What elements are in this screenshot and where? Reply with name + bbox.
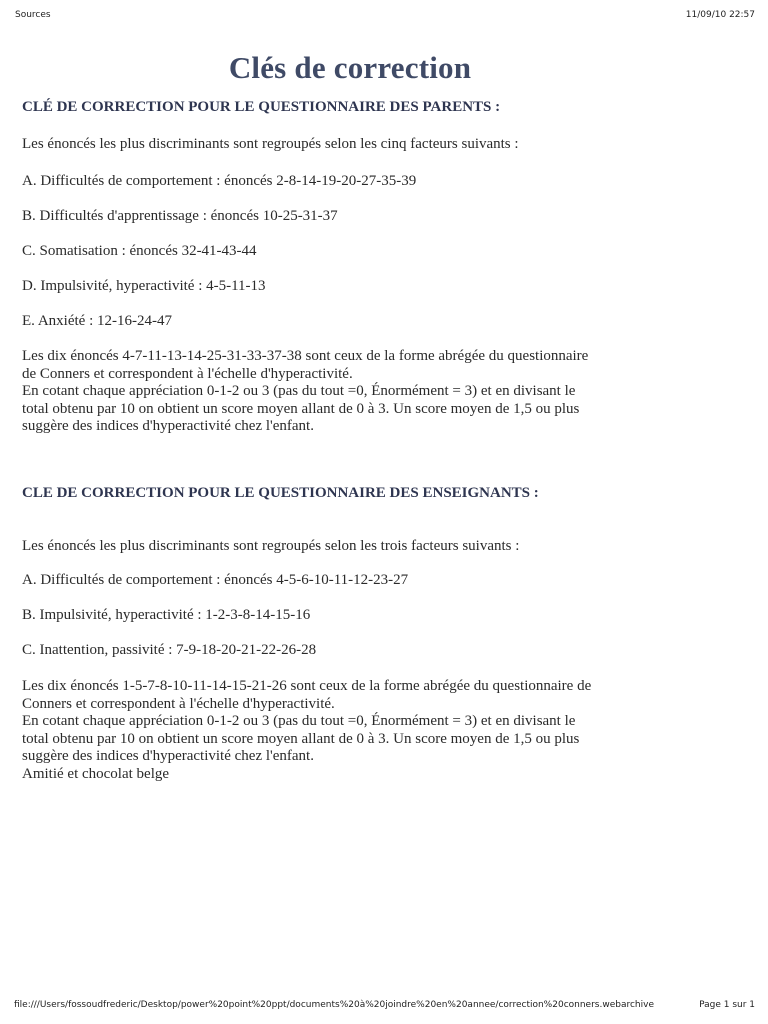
parents-paragraph-line: suggère des indices d'hyperactivité chez l'enfant.: [22, 418, 314, 434]
teachers-paragraph-line: total obtenu par 10 on obtient un score moyen allant de 0 à 3. Un score moyen de 1,5 ou plus: [22, 730, 580, 747]
teachers-factor-b: B. Impulsivité, hyperactivité : 1-2-3-8-14-15-16: [22, 607, 311, 623]
parents-paragraph-line: de Conners et correspondent à l'échelle d'hyperactivité.: [22, 365, 353, 382]
parents-factor-c: C. Somatisation : énoncés 32-41-43-44: [22, 243, 257, 259]
teachers-signoff: Amitié et chocolat belge: [22, 765, 170, 782]
print-header: [15, 10, 755, 20]
header-source-label: Sources: [15, 10, 51, 20]
parents-paragraph-line: total obtenu par 10 on obtient un score moyen allant de 0 à 3. Un score moyen de 1,5 ou plus: [22, 400, 580, 417]
header-datetime: 11/09/10 22:57: [685, 10, 755, 20]
parents-heading: CLÉ DE CORRECTION POUR LE QUESTIONNAIRE DES PARENTS :: [22, 99, 501, 115]
teachers-paragraph-line: En cotant chaque appréciation 0-1-2 ou 3 (pas du tout =0, Énormément = 3) et en divisant le: [22, 713, 576, 729]
page-title: Clés de correction: [228, 50, 472, 85]
teachers-intro: Les énoncés les plus discriminants sont regroupés selon les trois facteurs suivants :: [22, 538, 520, 554]
parents-factor-a: A. Difficultés de comportement : énoncés 2-8-14-19-20-27-35-39: [22, 173, 417, 189]
teachers-paragraph-line: suggère des indices d'hyperactivité chez l'enfant.: [22, 748, 314, 764]
print-footer: [14, 1000, 755, 1010]
teachers-heading: CLE DE CORRECTION POUR LE QUESTIONNAIRE DES ENSEIGNANTS :: [22, 485, 539, 501]
parents-paragraph-line: En cotant chaque appréciation 0-1-2 ou 3 (pas du tout =0, Énormément = 3) et en divisant le: [22, 383, 576, 399]
teachers-paragraph-line: Les dix énoncés 1-5-7-8-10-11-14-15-21-26 sont ceux de la forme abrégée du questionnaire de: [22, 678, 592, 694]
teachers-factor-a: A. Difficultés de comportement : énoncés 4-5-6-10-11-12-23-27: [22, 572, 409, 588]
parents-factor-b: B. Difficultés d'apprentissage : énoncés 10-25-31-37: [22, 208, 338, 224]
parents-paragraph-line: Les dix énoncés 4-7-11-13-14-25-31-33-37-38 sont ceux de la forme abrégée du questionnaire: [22, 348, 589, 364]
parents-factor-e: E. Anxiété : 12-16-24-47: [22, 313, 172, 329]
parents-paragraph: [22, 348, 588, 436]
teachers-factor-c: C. Inattention, passivité : 7-9-18-20-21-22-26-28: [22, 642, 317, 658]
teachers-paragraph: [22, 678, 591, 783]
footer-page-number: Page 1 sur 1: [699, 1000, 755, 1010]
parents-factor-d: D. Impulsivité, hyperactivité : 4-5-11-13: [22, 278, 266, 294]
parents-intro: Les énoncés les plus discriminants sont regroupés selon les cinq facteurs suivants :: [22, 136, 519, 152]
teachers-paragraph-line: Conners et correspondent à l'échelle d'hyperactivité.: [22, 695, 335, 712]
footer-file-path: file:///Users/fossoudfrederic/Desktop/power%20point%20ppt/documents%20à%20joindre%20en%20annee/correction%20conners.webarchive: [14, 1000, 654, 1010]
